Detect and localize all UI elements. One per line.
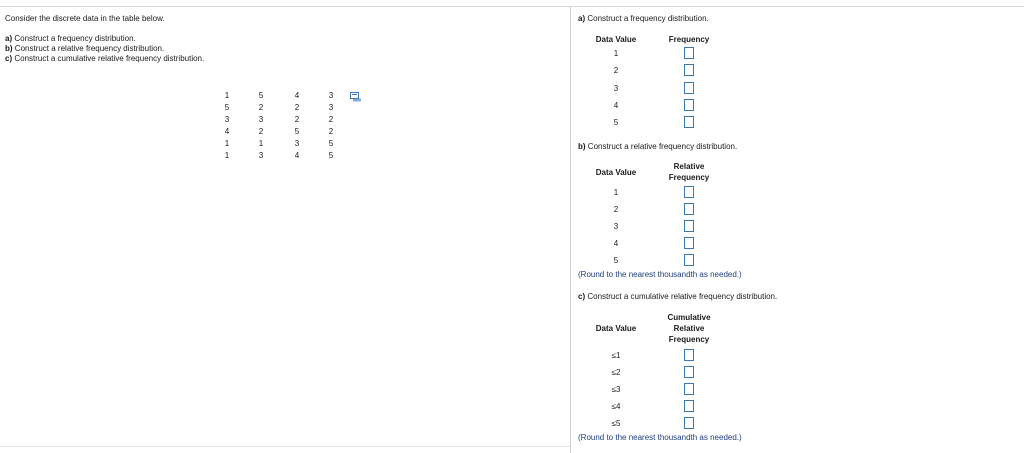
part-text: Construct a cumulative relative frequency distribution. (14, 54, 205, 63)
relative-frequency-input-5[interactable] (684, 254, 694, 266)
part-c-row-label: ≤1 (611, 351, 621, 360)
part-c-col-header-line1: Cumulative (667, 313, 711, 322)
relative-frequency-input-3[interactable] (684, 220, 694, 232)
part-a-label: a) (578, 14, 586, 23)
part-c-row-label: ≤5 (611, 419, 621, 428)
part-a-col-data-value: Data Value (595, 35, 637, 44)
table-cell: 1 (224, 151, 230, 160)
table-cell: 5 (224, 103, 230, 112)
table-cell: 5 (294, 127, 300, 136)
part-b-col-header-line1: Relative (673, 162, 705, 171)
table-cell: 2 (328, 115, 334, 124)
panel-divider (570, 6, 571, 453)
table-cell: 2 (294, 115, 300, 124)
part-b-row-label: 1 (613, 188, 619, 197)
part-a-row-label: 2 (613, 66, 619, 75)
table-cell: 1 (224, 139, 230, 148)
part-c-text: Construct a cumulative relative frequency distribution. (587, 292, 778, 301)
table-cell: 1 (258, 139, 264, 148)
question-part-a (5, 34, 136, 44)
part-b-row-label: 2 (613, 205, 619, 214)
frequency-input-1[interactable] (684, 47, 694, 59)
part-c-col-header-line2: Relative (673, 324, 705, 333)
question-part-c (5, 54, 204, 64)
table-cell: 4 (224, 127, 230, 136)
part-c-col-data-value: Data Value (595, 324, 637, 333)
part-c-row-label: ≤2 (611, 368, 621, 377)
frequency-input-2[interactable] (684, 64, 694, 76)
table-cell: 5 (328, 139, 334, 148)
cumulative-frequency-input-1[interactable] (684, 349, 694, 361)
part-text: Construct a frequency distribution. (14, 34, 136, 43)
copy-data-icon[interactable] (350, 92, 362, 102)
part-b-rounding-note: (Round to the nearest thousandth as needed.) (578, 270, 742, 279)
part-c-col-header-line3: Frequency (668, 335, 710, 344)
bottom-rule (0, 446, 570, 447)
part-c-row-label: ≤4 (611, 402, 621, 411)
part-c-label: c) (578, 292, 586, 301)
table-cell: 3 (224, 115, 230, 124)
table-cell: 2 (258, 127, 264, 136)
table-cell: 3 (328, 91, 334, 100)
part-b-row-label: 4 (613, 239, 619, 248)
part-b-col-header-line2: Frequency (668, 173, 710, 182)
part-c-title (578, 292, 777, 302)
table-cell: 3 (294, 139, 300, 148)
part-a-text: Construct a frequency distribution. (587, 14, 709, 23)
relative-frequency-input-1[interactable] (684, 186, 694, 198)
part-a-title (578, 14, 709, 24)
table-cell: 3 (258, 151, 264, 160)
part-c-row-label: ≤3 (611, 385, 621, 394)
relative-frequency-input-2[interactable] (684, 203, 694, 215)
part-a-row-label: 4 (613, 101, 619, 110)
part-b-col-data-value: Data Value (595, 168, 637, 177)
part-b-row-label: 3 (613, 222, 619, 231)
table-cell: 5 (328, 151, 334, 160)
table-cell: 2 (294, 103, 300, 112)
frequency-input-3[interactable] (684, 82, 694, 94)
part-b-row-label: 5 (613, 256, 619, 265)
part-b-title (578, 142, 737, 152)
table-cell: 2 (328, 127, 334, 136)
table-cell: 1 (224, 91, 230, 100)
part-label: c) (5, 54, 13, 63)
part-b-text: Construct a relative frequency distribution. (587, 142, 738, 151)
cumulative-frequency-input-4[interactable] (684, 400, 694, 412)
cumulative-frequency-input-3[interactable] (684, 383, 694, 395)
part-text: Construct a relative frequency distribution. (14, 44, 165, 53)
table-cell: 3 (328, 103, 334, 112)
part-a-col-frequency: Frequency (668, 35, 710, 44)
part-a-row-label: 1 (613, 49, 619, 58)
relative-frequency-input-4[interactable] (684, 237, 694, 249)
table-cell: 4 (294, 91, 300, 100)
table-cell: 4 (294, 151, 300, 160)
part-a-row-label: 3 (613, 84, 619, 93)
frequency-input-5[interactable] (684, 116, 694, 128)
part-b-label: b) (578, 142, 586, 151)
top-rule (0, 6, 1024, 7)
question-intro: Consider the discrete data in the table below. (5, 14, 165, 23)
part-a-row-label: 5 (613, 118, 619, 127)
part-label: a) (5, 34, 13, 43)
table-cell: 2 (258, 103, 264, 112)
part-label: b) (5, 44, 13, 53)
cumulative-frequency-input-5[interactable] (684, 417, 694, 429)
frequency-input-4[interactable] (684, 99, 694, 111)
table-cell: 5 (258, 91, 264, 100)
question-part-b (5, 44, 164, 54)
cumulative-frequency-input-2[interactable] (684, 366, 694, 378)
part-c-rounding-note: (Round to the nearest thousandth as needed.) (578, 433, 742, 442)
table-cell: 3 (258, 115, 264, 124)
